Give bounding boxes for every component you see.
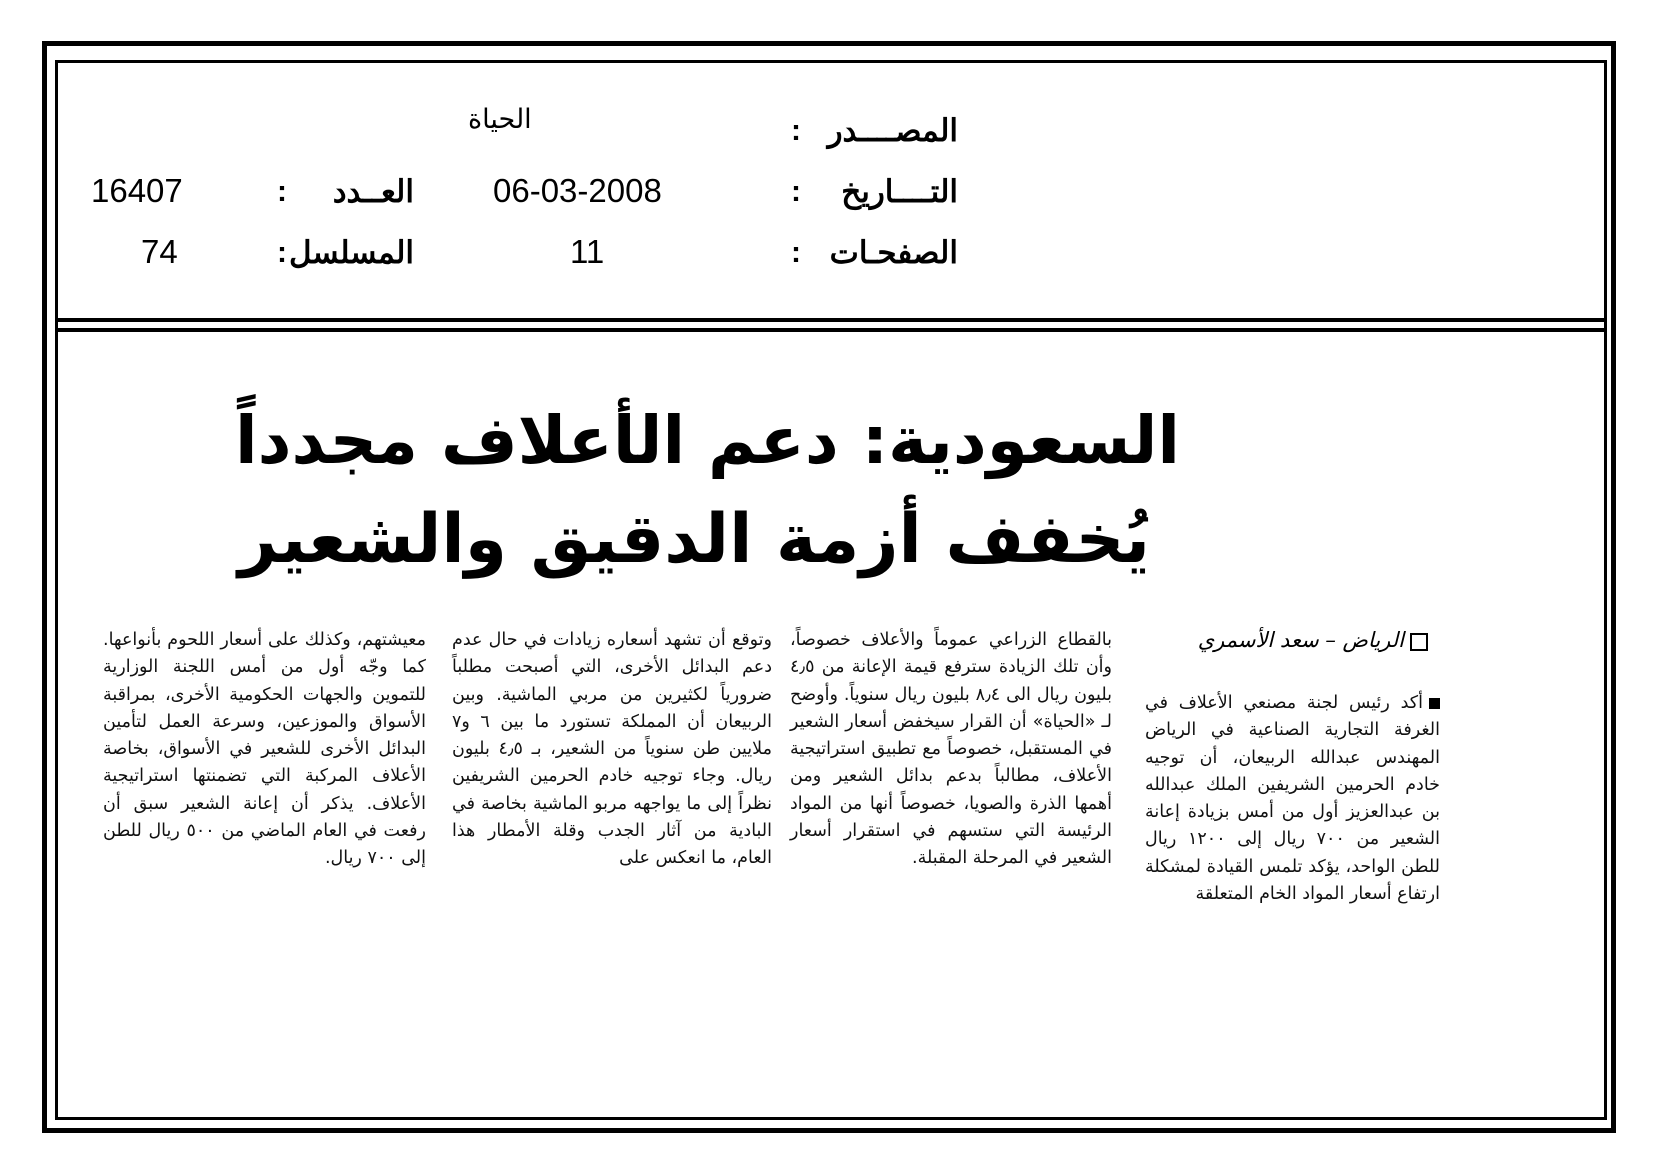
date-label: التــــاريخ xyxy=(841,174,958,209)
serial-colon: : xyxy=(277,236,287,269)
paragraph-marker-icon xyxy=(1429,698,1440,709)
serial-value: 74 xyxy=(141,233,178,270)
square-bullet-icon xyxy=(1410,633,1428,651)
date-value: 06-03-2008 xyxy=(493,172,662,209)
article-column-3 xyxy=(452,627,772,873)
article-column-1-text: أكد رئيس لجنة مصنعي الأعلاف في الغرفة التجارية الصناعية في الرياض المهندس عبدالله الربيعان، أن توجيه خادم الحرمين الشريفين الملك عبدالله بن عبدالعزيز أول من أمس بزيادة إعانة الشعير من ٧٠٠ ريال إلى ١٢٠٠ ريال للطن الواحد، يؤكد تلمس القيادة لمشكلة ارتفاع أسعار المواد الخام المتعلقة xyxy=(1145,693,1440,905)
inner-frame xyxy=(55,60,1607,1120)
article-column-4-text: معيشتهم، وكذلك على أسعار اللحوم بأنواعها. كما وجّه أول من أمس اللجنة الوزارية للتموين والجهات الحكومية الأخرى، بمراقبة الأسواق والموزعين، وسرعة العمل لتأمين البدائل الأخرى للشعير في الأسواق، بخاصة الأعلاف المركبة التي تضمنتها استراتيجية الأعلاف. يذكر أن إعانة الشعير سبق أن رفعت في العام الماضي من ٥٠٠ ريال للطن إلى ٧٠٠ ريال. xyxy=(103,630,427,869)
issue-label: العــدد xyxy=(332,174,414,209)
article-column-1 xyxy=(1145,690,1440,908)
article-column-3-text: وتوقع أن تشهد أسعاره زيادات في حال عدم دعم البدائل الأخرى، التي أصبحت مطلباً ضرورياً لكثيرين من مربي الماشية. وبين الربيعان أن المملكة تستورد ما بين ٦ و٧ ملايين طن سنوياً من الشعير، بـ ٤٫٥ بليون ريال. وجاء توجيه خادم الحرمين الشريفين نظراً إلى ما يواجهه مربو الماشية بخاصة في البادية من آثار الجدب وقلة الأمطار هذا العام، ما انعكس على xyxy=(452,630,772,869)
source-value: الحياة xyxy=(468,104,532,134)
pages-label: الصفحـات xyxy=(829,235,958,270)
byline-text: الرياض – سعد الأسمري xyxy=(1197,628,1404,652)
serial-label: المسلسل xyxy=(288,235,414,270)
headline-line-1: السعودية: دعم الأعلاف مجدداً xyxy=(234,402,1180,479)
date-colon: : xyxy=(791,175,801,208)
issue-value: 16407 xyxy=(91,172,183,209)
pages-colon: : xyxy=(791,236,801,269)
article-column-4 xyxy=(103,627,426,873)
byline xyxy=(1128,628,1428,652)
source-colon: : xyxy=(791,114,801,147)
headline-line-2: يُخفف أزمة الدقيق والشعير xyxy=(238,500,1150,579)
article-column-2-text: بالقطاع الزراعي عموماً والأعلاف خصوصاً، وأن تلك الزيادة سترفع قيمة الإعانة من ٤٫٥ بليون ريال الى ٨٫٤ بليون ريال سنوياً. وأوضح لـ «الحياة» أن القرار سيخفض أسعار الشعير في المستقبل، خصوصاً مع تطبيق استراتيجية الأعلاف، مطالباً بدعم بدائل الشعير ومن أهمها الذرة والصويا، خصوصاً أنها من المواد الرئيسة التي ستسهم في استقرار أسعار الشعير في المرحلة المقبلة. xyxy=(790,630,1112,869)
source-label: المصــــدر xyxy=(827,113,958,148)
header-divider-bottom xyxy=(55,328,1607,332)
article-column-2 xyxy=(790,627,1112,873)
header-divider-top xyxy=(55,318,1607,322)
issue-colon: : xyxy=(277,175,287,208)
pages-value: 11 xyxy=(570,233,605,270)
